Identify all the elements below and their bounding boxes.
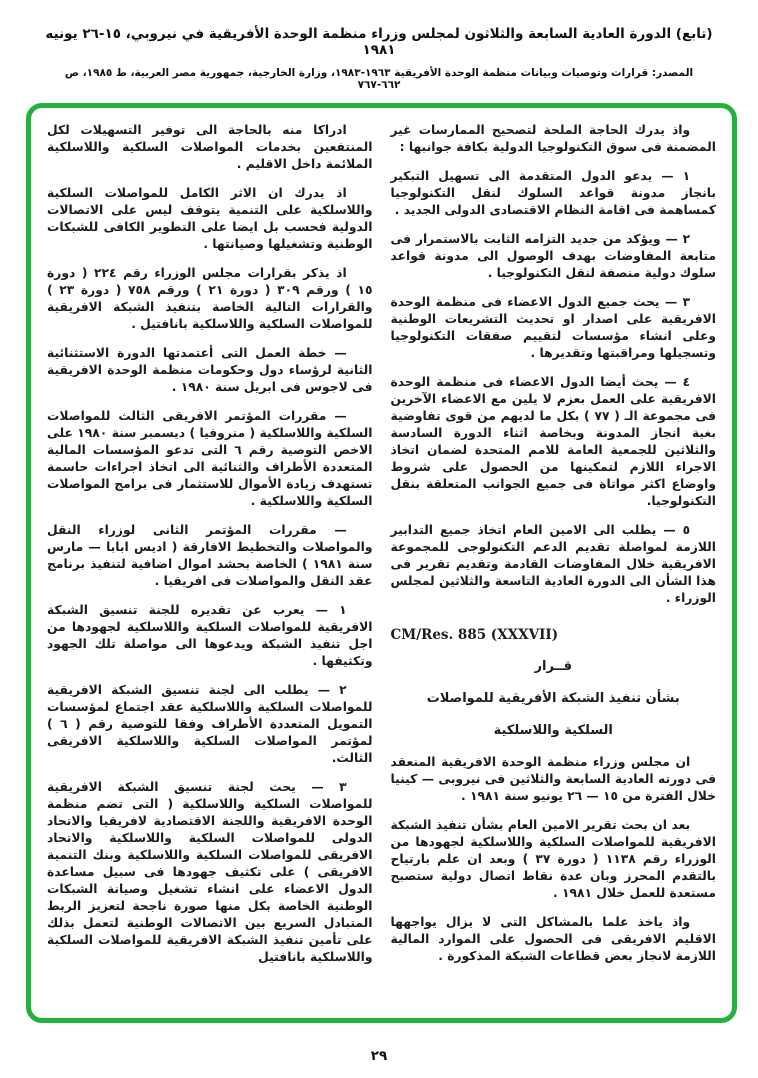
paragraph: ٣ — يحث لجنة تنسيق الشبكة الافريقية للمواصلات السلكية واللاسلكية ( التى تضم منظمة الوحدة الافريقية واللجنة الاقتصادية لافريقيا والاتحاد الدولى للمواصلات السلكية واللاسلكية والاتحاد الافريقى للمواصلات السلكية واللاسلكية وبنك التنمية الافريقى ) على تكثيف جهودها فى سبيل مساعدة الدول الاعضاء على انشاء تشغيل وصيانة الشبكات الوطنية الخاصة بكل منها صورة ناجحة لتعزيز الربط المتبادل السريع بين الاتصالات الوطنية لتعمل بذلك على تأمين تنفيذ الشبكة الافريقية للمواصلات السلكية واللاسلكية بانافتيل [47, 780, 373, 964]
green-border-frame [26, 103, 737, 1023]
paragraph: اذ يذكر بقرارات مجلس الوزراء رقم ٢٢٤ ( دورة ١٥ ) ورقم ٣٠٩ ( دورة ٢١ ) ورقم ٧٥٨ ( دورة ٢٣ ) والقرارات التالية الخاصة بتنفيذ الشبكة الافريقية للمواصلات السلكية واللاسلكية بانافتيل . [47, 266, 373, 331]
header-session-title: (تابع) الدورة العادية السابعة والثلاثون لمجلس وزراء منظمة الوحدة الأفريقية في نيروبي، ١٥-٢٦ يونيه ١٩٨١ [45, 26, 713, 58]
resolution-number: CM/Res. 885 (XXXVII) [390, 627, 559, 643]
list-item-dash: — خطة العمل التى أعتمدتها الدورة الاستثنائية الثانية لرؤساء دول وحكومات منظمة الوحدة الافريقية فى لاجوس فى ابريل سنة ١٩٨٠ . [47, 346, 373, 394]
paragraph: ان مجلس وزراء منظمة الوحدة الافريقية المنعقد فى دورته العادية السابعة والثلاثين فى نيروبى — كينيا خلال الفترة من ١٥ — ٢٦ يونيو سنة ١٩٨١ . [390, 755, 716, 803]
paragraph: ٤ — يحث أيضا الدول الاعضاء فى منظمة الوحدة الافريقية على العمل بعزم لا يلين مع الاعضاء الآخرين فى مجموعة الـ ( ٧٧ ) بكل ما لديهم من قوى تفاوضية بغية انجاز المدونة وبخاصة اثناء الدورة السادسة والثلاثين للجمعية العامة للامم المتحدة لضمان اتخاذ الاجراء اللازم لتمكينها من الحصول على شروط واوضاع اكثر مواتاة فى جميع الجوانب المتعلقة بنقل التكنولوجيا. [390, 375, 716, 508]
resolution-heading: قــرار [534, 659, 572, 674]
paragraph: ادراكا منه بالحاجة الى توفير التسهيلات لكل المنتفعين بخدمات المواصلات السلكية واللاسلكية الملائمة داخل الاقليم . [47, 123, 373, 171]
paragraph: ٢ — ويؤكد من جديد التزامه الثابت بالاستمرار فى متابعة المفاوضات بهدف الوصول الى مدونة قواعد سلوك دولية منصفة لنقل التكنولوجيا . [390, 232, 716, 280]
header-source-line: المصدر: قرارات وتوصيات وبيانات منظمة الوحدة الأفريقية ١٩٦٣-١٩٨٣، وزارة الخارجية، جمهورية مصر العربية، ط ١٩٨٥، ص ٦٦٢-٧٦٧ [64, 67, 694, 91]
paragraph: ١ — يعرب عن تقديره للجنة تنسيق الشبكة الافريقية للمواصلات السلكية واللاسلكية لجهودها من اجل تنفيذ الشبكة ويدعوها الى مواصلة تلك الجهود وتكثيفها . [47, 603, 373, 668]
paragraph: اذ يدرك ان الاثر الكامل للمواصلات السلكية واللاسلكية على التنمية يتوقف ليس على الاتصالات الدولية فحسب بل ايضا على التطوير الكافى للشبكات الوطنية وتشغيلها وصيانتها . [47, 186, 373, 251]
column-right [391, 122, 717, 1010]
paragraph: ٢ — يطلب الى لجنة تنسيق الشبكة الافريقية للمواصلات السلكية واللاسلكية عقد اجتماع لمؤسسات التمويل المتعددة الأطراف وفقا للتوصية رقم ( ٦ ) لمؤتمر المواصلات السلكية واللاسلكية الافريقى الثالث. [47, 683, 373, 765]
paragraph: ١ — يدعو الدول المتقدمة الى تسهيل التبكير بانجاز مدونة قواعد السلوك لنقل التكنولوجيا كمساهمة فى اقامة النظام الاقتصادى الدولى الجديد . [390, 169, 716, 217]
resolution-subject-line2: السلكية واللاسلكية [493, 723, 613, 738]
list-item-dash: — مقررات المؤتمر الثانى لوزراء النقل والمواصلات والتخطيط الافارقة ( اديس ابابا — مارس سنة ١٩٨١ ) الخاصة بحشد اموال اضافية لتنفيذ برنامج عقد النقل والمواصلات فى افريقيا . [47, 523, 373, 588]
paragraph: واذ ياخذ علما بالمشاكل التى لا يزال يواجهها الاقليم الافريقى فى الحصول على الموارد المالية اللازمة لانجاز بعض قطاعات الشبكة المذكورة . [390, 915, 716, 963]
paragraph: ٥ — يطلب الى الامين العام اتخاذ جميع التدابير اللازمة لمواصلة تقديم الدعم التكنولوجى للمجموعة الافريقية خلال المفاوضات القادمة وتقديم تقرير فى هذا الشأن الى الدورة العادية التاسعة والثلاثين لمجلس الوزراء . [390, 523, 716, 605]
page-header [0, 26, 758, 91]
page-number: ٢٩ [370, 1048, 388, 1064]
paragraph: بعد ان بحث تقرير الامين العام بشأن تنفيذ الشبكة الافريقية للمواصلات السلكية واللاسلكية لجهودها من الوزراء رقم ١١٣٨ ( دورة ٣٧ ) وبعد ان علم بارتياح بالتقدم المحرز وبان عدة نقاط اتصال دولية ستصبح مستعدة للعمل خلال ١٩٨١ . [390, 818, 716, 900]
list-item-dash: — مقررات المؤتمر الافريقى الثالث للمواصلات السلكية واللاسلكية ( منروفيا ) ديسمبر سنة ١٩٨٠ على الاخص التوصية رقم ٦ التى تدعو المؤسسات المالية المتعددة الأطراف والثنائية الى اتخاذ اجراءات حاسمة تستهدف زيادة الأموال للاستثمار فى برامج المواصلات السلكية واللاسلكية . [47, 409, 373, 508]
paragraph: ٣ — يحث جميع الدول الاعضاء فى منظمة الوحدة الافريقية على اصدار او تحديث التشريعات الوطنية وعلى انشاء مؤسسات لتقييم صفقات التكنولوجيا وتسجيلها ومراقبتها وتقديرها . [390, 295, 716, 360]
paragraph: واذ يدرك الحاجة الملحة لتصحيح الممارسات غير المضمنة فى سوق التكنولوجيا الدولية بكافة جوانبها : [390, 123, 716, 154]
resolution-subject-line1: بشأن تنفيذ الشبكة الأفريقية للمواصلات [426, 691, 680, 706]
column-left [47, 122, 373, 1010]
